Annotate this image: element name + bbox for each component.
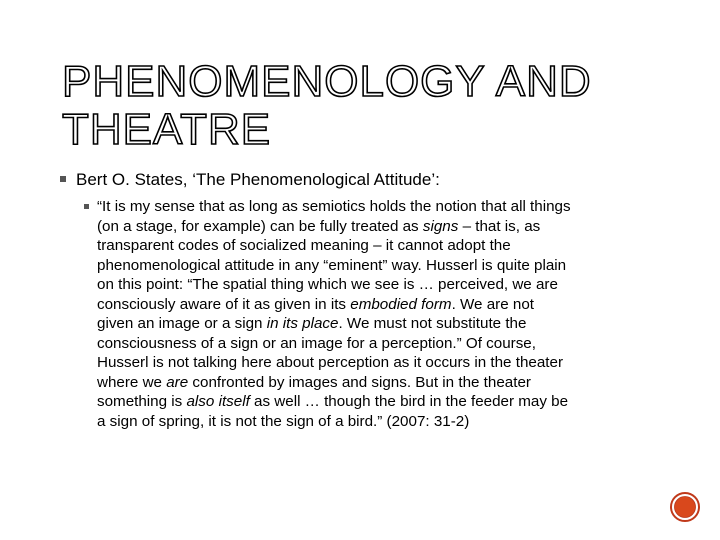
quote-line <box>97 412 662 432</box>
quote-italic-segment: are <box>166 373 189 391</box>
quote-line <box>97 314 662 334</box>
quote-segment: Husserl is not talking here about perception as it occurs in the theater <box>97 354 564 371</box>
quote-segment: a sign of spring, it is not the sign of a bird.” (2007: 31-2) <box>97 412 470 430</box>
quote-segment: on this point: “The spatial thing which we see is … perceived, we are <box>97 276 558 293</box>
nav-button[interactable] <box>670 492 700 522</box>
quote-segment: (on a stage, for example) can be fully treated as <box>97 217 423 235</box>
quote-segment: where we <box>97 373 167 391</box>
quote-italic-segment: also itself <box>186 393 250 410</box>
quote-segment: . We must not substitute the <box>338 315 527 332</box>
quote-segment: . We are not <box>451 295 535 313</box>
quote-segment: something is <box>97 393 187 410</box>
quote-line <box>97 295 662 315</box>
quote-segment: confronted by images and signs. But in the theater <box>188 373 531 391</box>
quote-line <box>97 197 662 217</box>
quote-line <box>97 353 662 373</box>
quote-segment: “It is my sense that as long as semiotics holds the notion that all things <box>97 198 571 215</box>
square-bullet-icon <box>84 204 89 209</box>
bullet-text: Bert O. States, ‘The Phenomenological Attitude’: <box>76 170 440 189</box>
quote-italic-segment: in its place <box>266 315 339 332</box>
quote-line <box>97 275 662 295</box>
quote-line <box>97 217 662 237</box>
square-bullet-icon <box>60 176 66 182</box>
quote-line <box>97 256 662 276</box>
quote-segment: consciousness of a sign or an image for a perception.” Of course, <box>97 334 536 352</box>
quote-line <box>97 236 662 256</box>
slide-title-line-2: THEATRE <box>62 105 272 154</box>
quote-line <box>97 373 662 393</box>
quote-segment: – that is, as <box>458 217 541 235</box>
quote-italic-segment: embodied form <box>350 295 452 313</box>
quote-segment: phenomenological attitude in any “eminent” way. Husserl is quite plain <box>97 256 567 274</box>
quote-segment: given an image or a sign <box>97 315 267 332</box>
quote-line <box>97 334 662 354</box>
quote-text <box>97 197 662 431</box>
quote-line <box>97 392 662 412</box>
slide-title <box>62 58 662 154</box>
quote-italic-segment: signs <box>422 217 459 235</box>
quote-segment: as well … though the bird in the feeder may be <box>249 393 569 410</box>
circle-button-icon <box>670 492 700 522</box>
slide-title-line-1: PHENOMENOLOGY AND <box>62 57 592 106</box>
quote-segment: consciously aware of it as given in its <box>97 295 351 313</box>
quote-segment: transparent codes of socialized meaning – it cannot adopt the <box>97 237 511 254</box>
